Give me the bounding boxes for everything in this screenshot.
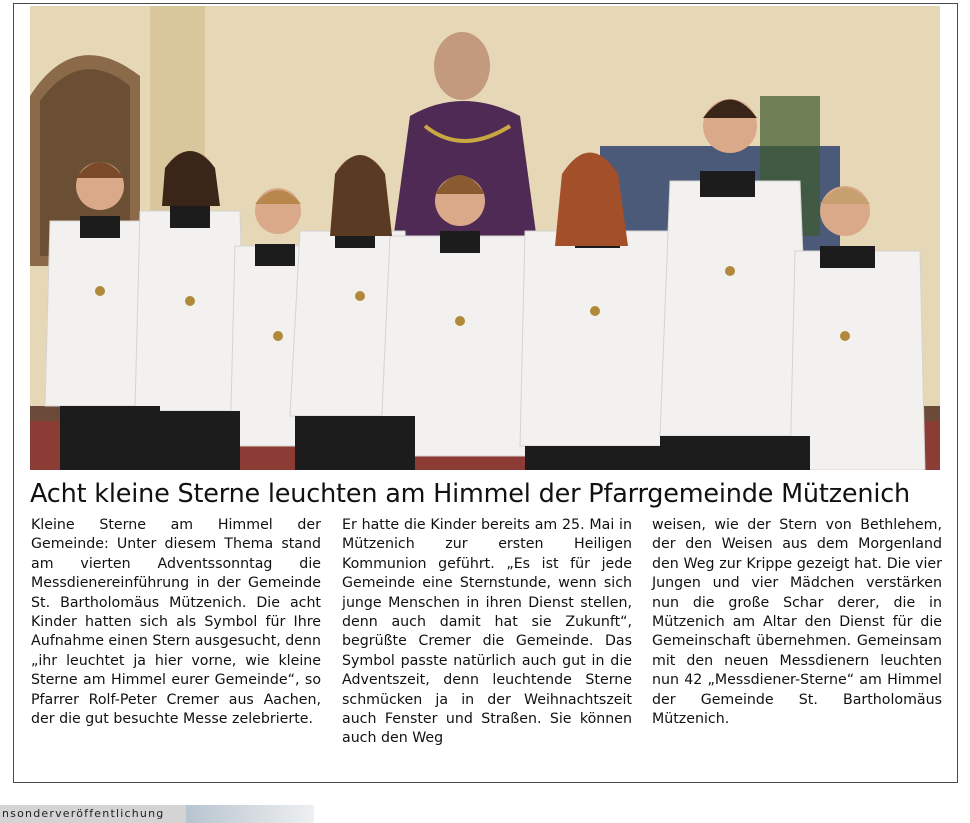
section-label: nsonderveröffentlichung <box>0 805 186 823</box>
article-photo <box>30 6 940 470</box>
next-article-photo-strip <box>186 805 314 823</box>
article-headline: Acht kleine Sterne leuchten am Himmel der Pfarrgemeinde Mützenich <box>30 479 910 509</box>
article-column-1: Kleine Sterne am Himmel der Gemeinde: Unter diesem Thema stand am vierten Adventssonntag die Messdienereinführung in der Gemeinde St. Bartholomäus Mützenich. Die acht Kinder hatten sich als Symbol für Ihre Aufnahme einen Stern ausgesucht, denn „ihr leuchtet ja hier vorne, wie kleine Sterne am Himmel eurer Gemeinde“, so Pfarrer Rolf-Peter Cremer aus Aachen, der die gut besuchte Messe zelebrierte. <box>31 517 321 728</box>
photo-illustration <box>30 6 940 470</box>
article-column-2: Er hatte die Kinder bereits am 25. Mai in Mützenich zur ersten Heiligen Kommunion geführt. „Es ist für jede Gemeinde eine Sternstunde, wenn sich junge Menschen in ihren Dienst stellen, denn auch damit hat sie Zukunft“, begrüßte Cremer die Gemeinde. Das Symbol passte natürlich auch gut in die Adventszeit, denn leuchtende Sterne schmücken ja in der Weihnachtszeit auch Fenster und Straßen. Sie können auch den Weg <box>342 517 632 747</box>
article-column-3: weisen, wie der Stern von Bethlehem, der den Weisen aus dem Morgenland den Weg zur Krippe gezeigt hat. Die vier Jungen und vier Mädchen verstärken nun die große Schar derer, die in Mützenich am Altar den Dienst für die Gemeinschaft übernehmen. Gemeinsam mit den neuen Messdienern leuchten nun 42 „Messdiener-Sterne“ am Himmel der Gemeinde St. Bartholomäus Mützenich. <box>652 517 942 728</box>
